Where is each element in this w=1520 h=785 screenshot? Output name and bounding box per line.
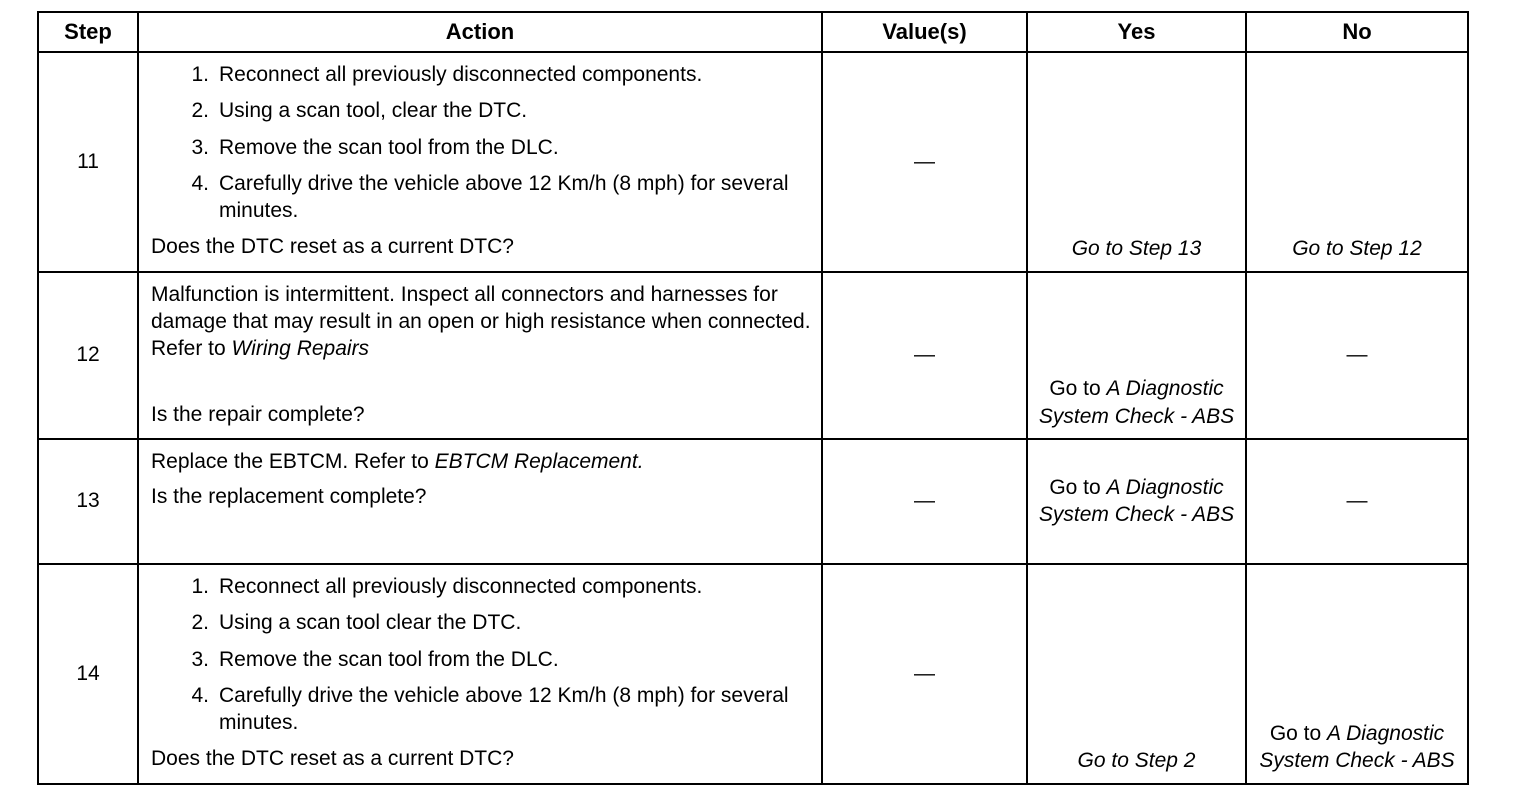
header-row [38, 12, 1468, 52]
item-number: 1. [191, 63, 209, 86]
item-number: 3. [191, 647, 209, 671]
item-text: Using a scan tool clear the DTC. [219, 611, 522, 635]
step-number: 12 [38, 272, 138, 439]
value-cell: — [822, 272, 1027, 439]
item-number: 4. [191, 171, 209, 195]
value-cell: — [822, 564, 1027, 784]
item-text: Using a scan tool, clear the DTC. [219, 99, 528, 123]
yes-cell [1027, 439, 1246, 564]
action-list [151, 573, 811, 736]
action-cell [138, 564, 822, 784]
question-text: Is the repair complete? [151, 402, 365, 426]
table-row [38, 272, 1468, 439]
question-text: Is the replacement complete? [151, 485, 427, 509]
header-action: Action [138, 12, 822, 52]
table-row [38, 439, 1468, 564]
header-values: Value(s) [822, 12, 1027, 52]
list-item [151, 609, 811, 636]
no-cell: — [1246, 439, 1468, 564]
action-cell [138, 439, 822, 564]
item-text: Carefully drive the vehicle above 12 Km/h (8 mph) for several minutes. [219, 683, 789, 735]
header-step: Step [38, 12, 138, 52]
no-cell: — [1246, 272, 1468, 439]
item-text: Remove the scan tool from the DLC. [219, 135, 559, 159]
yes-prefix: Go to [1049, 377, 1107, 401]
item-text: Reconnect all previously disconnected components. [219, 63, 703, 86]
action-list [151, 61, 811, 224]
action-text-body: Replace the EBTCM. Refer to [151, 449, 435, 473]
item-text: Remove the scan tool from the DLC. [219, 647, 559, 671]
yes-prefix: Go to [1049, 476, 1107, 500]
item-number: 3. [191, 135, 209, 159]
header-no: No [1246, 12, 1468, 52]
list-item [151, 170, 811, 225]
reference-link: Wiring Repairs [231, 337, 370, 361]
yes-reference: A Diagnostic System Check - ABS [1038, 476, 1235, 527]
question-text: Does the DTC reset as a current DTC? [151, 747, 514, 771]
list-item [151, 97, 811, 124]
step-number: 11 [38, 52, 138, 272]
yes-reference: A Diagnostic System Check - ABS [1038, 377, 1235, 428]
list-item [151, 134, 811, 161]
yes-cell: Go to Step 2 [1027, 564, 1246, 784]
no-cell: Go to Step 12 [1246, 52, 1468, 272]
list-item [151, 573, 811, 600]
action-text-body: Malfunction is intermittent. Inspect all connectors and harnesses for damage that may result in an open or high resistance when connected. Refer to [151, 282, 811, 361]
list-item [151, 61, 811, 88]
list-item [151, 682, 811, 737]
list-item [151, 646, 811, 673]
no-cell [1246, 564, 1468, 784]
table-row [38, 564, 1468, 784]
item-number: 2. [191, 99, 209, 123]
no-reference: A Diagnostic System Check - ABS [1259, 722, 1455, 773]
reference-link: EBTCM Replacement. [434, 449, 644, 473]
value-cell: — [822, 439, 1027, 564]
item-number: 2. [191, 611, 209, 635]
value-cell: — [822, 52, 1027, 272]
item-text: Reconnect all previously disconnected components. [219, 574, 703, 598]
item-text: Carefully drive the vehicle above 12 Km/h (8 mph) for several minutes. [219, 171, 789, 223]
table-row [38, 52, 1468, 272]
action-cell [138, 272, 822, 439]
no-prefix: Go to [1269, 722, 1328, 746]
yes-cell: Go to Step 13 [1027, 52, 1246, 272]
step-number: 13 [38, 439, 138, 564]
step-number: 14 [38, 564, 138, 784]
yes-cell [1027, 272, 1246, 439]
item-number: 1. [191, 574, 209, 598]
header-yes: Yes [1027, 12, 1246, 52]
item-number: 4. [191, 683, 209, 707]
diagnostic-table [37, 11, 1469, 785]
question-text: Does the DTC reset as a current DTC? [151, 235, 514, 259]
action-text [151, 448, 811, 475]
action-text [151, 281, 811, 363]
action-cell [138, 52, 822, 272]
